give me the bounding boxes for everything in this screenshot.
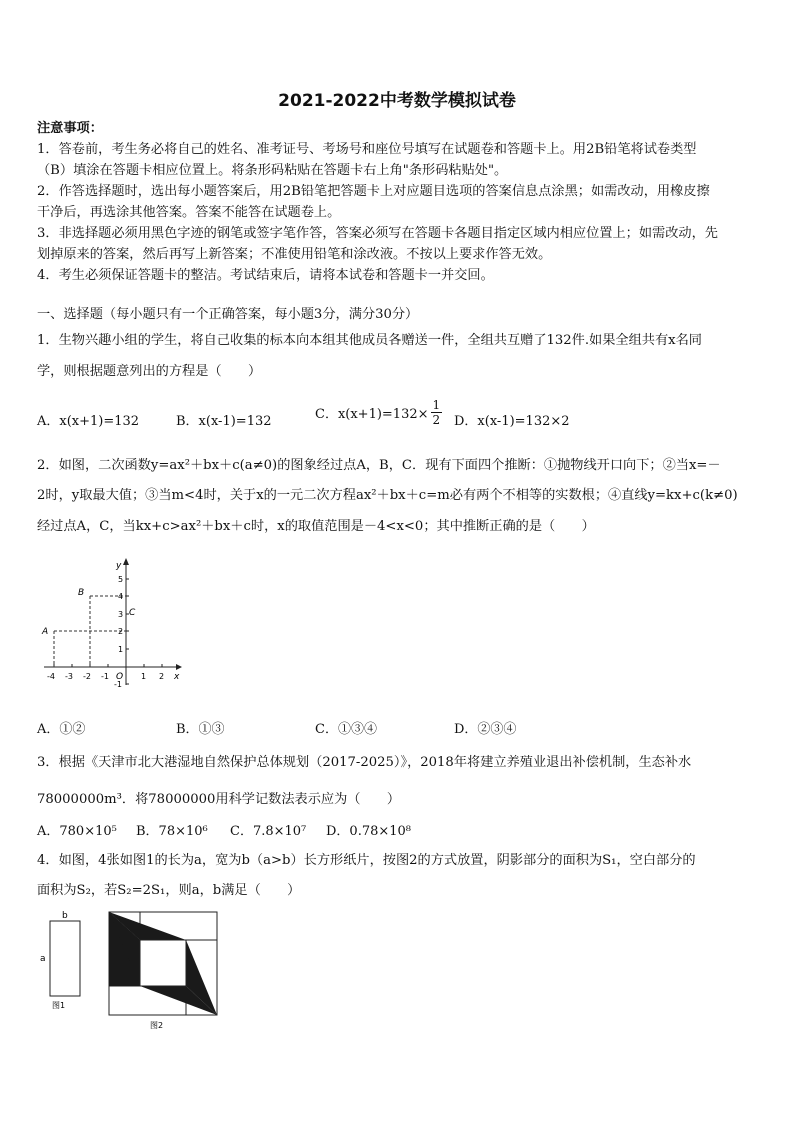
notice-item-2-line-1: 2．作答选择题时，选出每小题答案后，用2B铅笔把答题卡上对应题目选项的答案信息点涂黑；如需改动，用橡皮擦 (37, 184, 710, 199)
side-b-label: b (62, 911, 68, 921)
point-a-label: A (42, 627, 49, 637)
q4-figure-1 (36, 908, 96, 1013)
notice-item-1-line-2: （B）填涂在答题卡相应位置上。将条形码粘贴在答题卡右上角"条形码粘贴处"。 (37, 163, 508, 178)
x-axis-arrow (176, 664, 182, 670)
q3-option-c: C．7.8×10⁷ (230, 824, 307, 839)
x-tick-label: -3 (65, 672, 73, 681)
notice-item-2-line-2: 干净后，再选涂其他答案。答案不能答在试题卷上。 (37, 205, 341, 220)
q3-option-b: B．78×10⁶ (136, 824, 208, 839)
q2-line-2: 2时，y取最大值；③当m<4时，关于x的一元二次方程ax²＋bx＋c=m必有两个不相等的实数根；④直线y=kx+c(k≠0) (37, 488, 738, 503)
notice-item-4: 4．考生必须保证答题卡的整洁。考试结束后，请将本试卷和答题卡一并交回。 (37, 268, 494, 283)
q2-option-c: C．①③④ (315, 722, 377, 737)
q1-option-c-text: C．x(x+1)=132× (315, 407, 429, 422)
section-heading: 一、选择题（每小题只有一个正确答案，每小题3分，满分30分） (37, 307, 419, 322)
q1-option-c-denominator: 2 (432, 413, 441, 427)
q1-option-c-fraction (431, 398, 443, 427)
q3-line-2: 78000000m³．将78000000用科学记数法表示应为（ ） (37, 792, 401, 807)
q4-line-1: 4．如图，4张如图1的长为a，宽为b（a>b）长方形纸片，按图2的方式放置，阴影部分的面积为S₁，空白部分的 (37, 853, 696, 868)
y-axis-arrow (123, 558, 129, 565)
x-tick-label: -1 (101, 672, 109, 681)
q2-line-3: 经过点A，C，当kx+c>ax²＋bx＋c时，x的取值范围是－4<x<0；其中推断正确的是（ ） (37, 519, 595, 534)
q1-option-c-numerator: 1 (432, 398, 441, 412)
side-a-label: a (40, 954, 46, 964)
q2-option-b: B．①③ (176, 722, 225, 737)
notice-item-3-line-2: 划掉原来的答案，然后再写上新答案；不准使用铅笔和涂改液。不按以上要求作答无效。 (37, 247, 552, 262)
y-axis-label: y (116, 561, 122, 571)
notice-heading: 注意事项： (37, 121, 103, 136)
x-tick-label: 2 (159, 672, 165, 681)
q4-figure-2 (104, 908, 222, 1033)
point-b-label: B (78, 588, 85, 598)
x-tick-label: 1 (141, 672, 147, 681)
q2-option-a: A．①② (37, 722, 86, 737)
q1-option-c (315, 398, 444, 427)
q1-line-1: 1．生物兴趣小组的学生，将自己收集的标本向本组其他成员各赠送一件，全组共互赠了132件.如果全组共有x名同 (37, 333, 702, 348)
inner-blank-square (140, 940, 186, 986)
q1-option-b: B．x(x-1)=132 (176, 414, 272, 429)
notice-item-1-line-1: 1．答卷前，考生务必将自己的姓名、准考证号、考场号和座位号填写在试题卷和答题卡上。用2B铅笔将试卷类型 (37, 142, 697, 157)
y-tick-label: -1 (114, 680, 122, 689)
y-tick-label: 4 (118, 592, 124, 601)
q2-option-d: D．②③④ (454, 722, 517, 737)
point-c-label: C (129, 608, 136, 618)
q1-option-a: A．x(x+1)=132 (37, 414, 140, 429)
x-axis-label: x (174, 672, 180, 682)
y-tick-label: 2 (118, 627, 124, 636)
dashed-guides (54, 596, 126, 667)
q2-line-1: 2．如图，二次函数y=ax²＋bx＋c(a≠0)的图象经过点A，B，C．现有下面四个推断：①抛物线开口向下；②当x=－ (37, 458, 721, 473)
x-tick-label: -2 (83, 672, 91, 681)
notice-item-3-line-1: 3．非选择题必须用黑色字迹的钢笔或签字笔作答，答案必须写在答题卡各题目指定区域内相应位置上；如需改动，先 (37, 226, 718, 241)
y-tick-label: 1 (118, 645, 124, 654)
y-tick-label: 5 (118, 575, 124, 584)
figure-1-caption: 图1 (52, 1001, 66, 1010)
q4-line-2: 面积为S₂，若S₂=2S₁，则a，b满足（ ） (37, 883, 301, 898)
q1-option-d: D．x(x-1)=132×2 (454, 414, 570, 429)
q3-option-d: D．0.78×10⁸ (326, 824, 412, 839)
q2-graph (36, 555, 186, 690)
origin-label: O (116, 672, 124, 682)
q3-line-1: 3．根据《天津市北大港湿地自然保护总体规划（2017-2025）》，2018年将建立养殖业退出补偿机制，生态补水 (37, 755, 692, 770)
figure-2-caption: 图2 (150, 1021, 164, 1030)
q3-option-a: A．780×10⁵ (37, 824, 117, 839)
y-tick-label: 3 (118, 610, 124, 619)
x-tick-label: -4 (47, 672, 55, 681)
q1-line-2: 学，则根据题意列出的方程是（ ） (37, 364, 262, 379)
exam-title: 2021-2022中考数学模拟试卷 (278, 91, 516, 111)
rectangle-paper (50, 921, 80, 996)
